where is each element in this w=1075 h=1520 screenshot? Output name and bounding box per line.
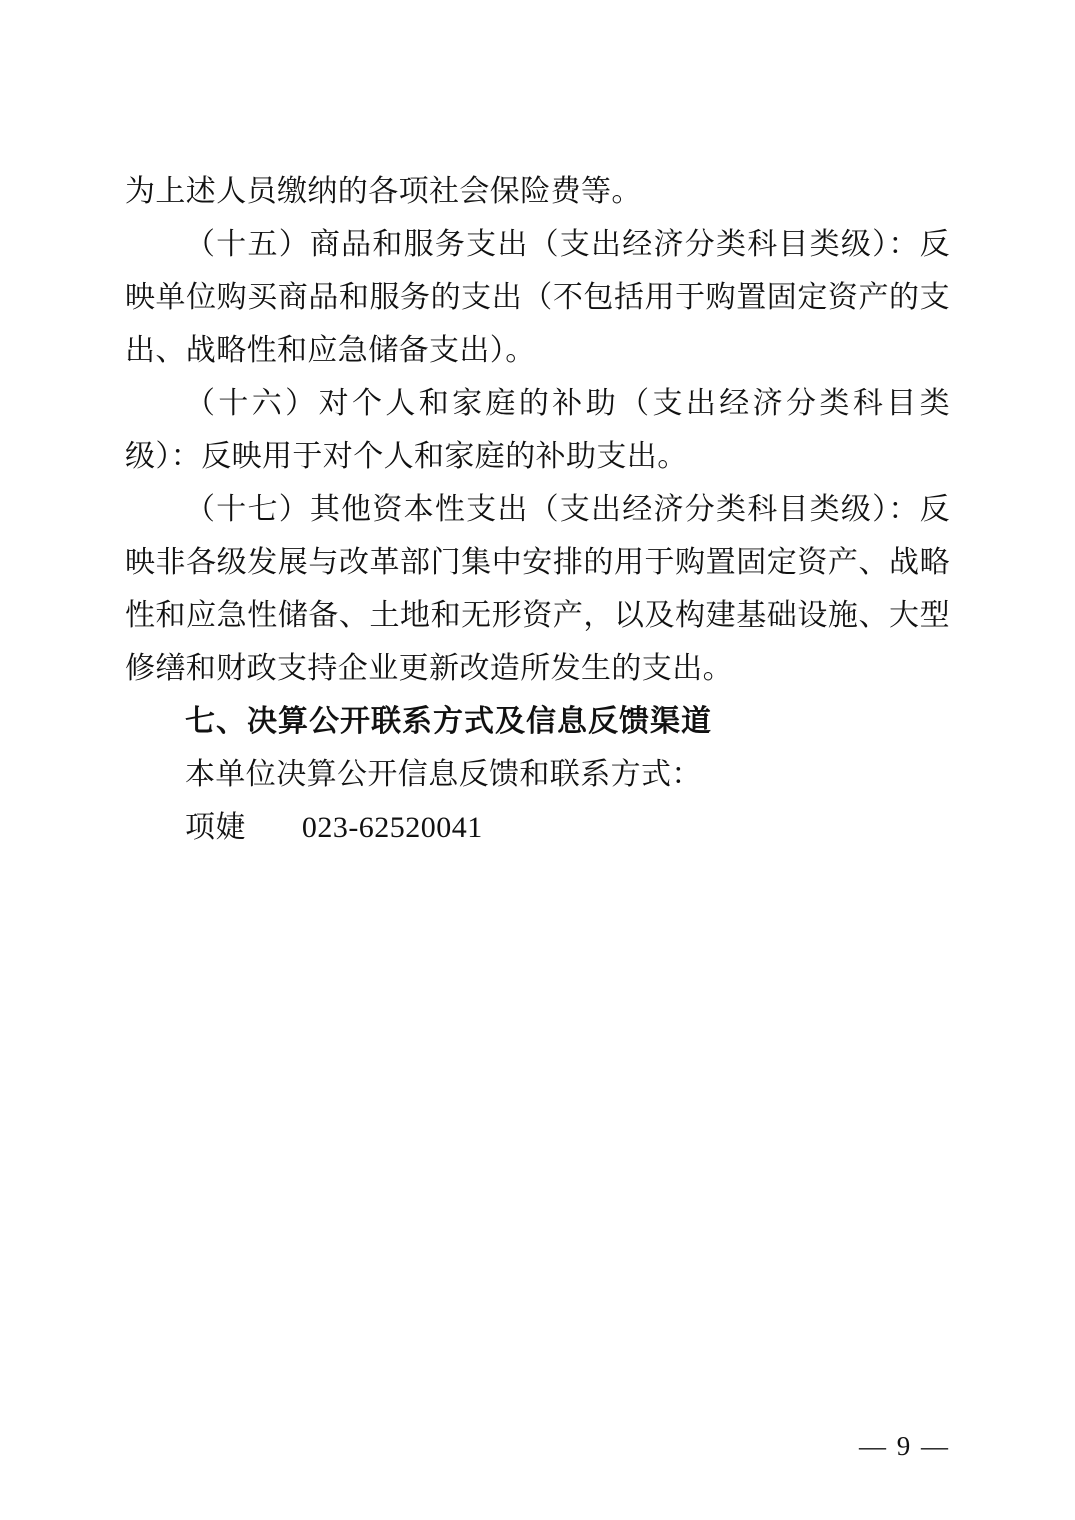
paragraph-continuation: 为上述人员缴纳的各项社会保险费等。: [125, 175, 642, 208]
page-number: — 9 —: [859, 1431, 950, 1461]
paragraph-item-16: （十六）对个人和家庭的补助（支出经济分类科目类级）：反映用于对个人和家庭的补助支出。: [125, 387, 950, 473]
paragraph-item-17: （十七）其他资本性支出（支出经济分类科目类级）：反映非各级发展与改革部门集中安排的用于购置固定资产、战略性和应急性储备、土地和无形资产，以及构建基础设施、大型修缮和财政支持企业更新改造所发生的支出。: [125, 493, 950, 685]
contact-intro-text: 本单位决算公开信息反馈和联系方式：: [185, 758, 702, 791]
section-heading-seven: 七、决算公开联系方式及信息反馈渠道: [185, 705, 712, 738]
contact-line: [125, 801, 950, 854]
paragraph-item-15: （十五）商品和服务支出（支出经济分类科目类级）：反映单位购买商品和服务的支出（不包括用于购置固定资产的支出、战略性和应急储备支出）。: [125, 228, 950, 367]
document-body: [125, 165, 950, 854]
contact-person-name: 项婕: [185, 811, 246, 844]
contact-phone-number: 023-62520041: [301, 811, 483, 844]
